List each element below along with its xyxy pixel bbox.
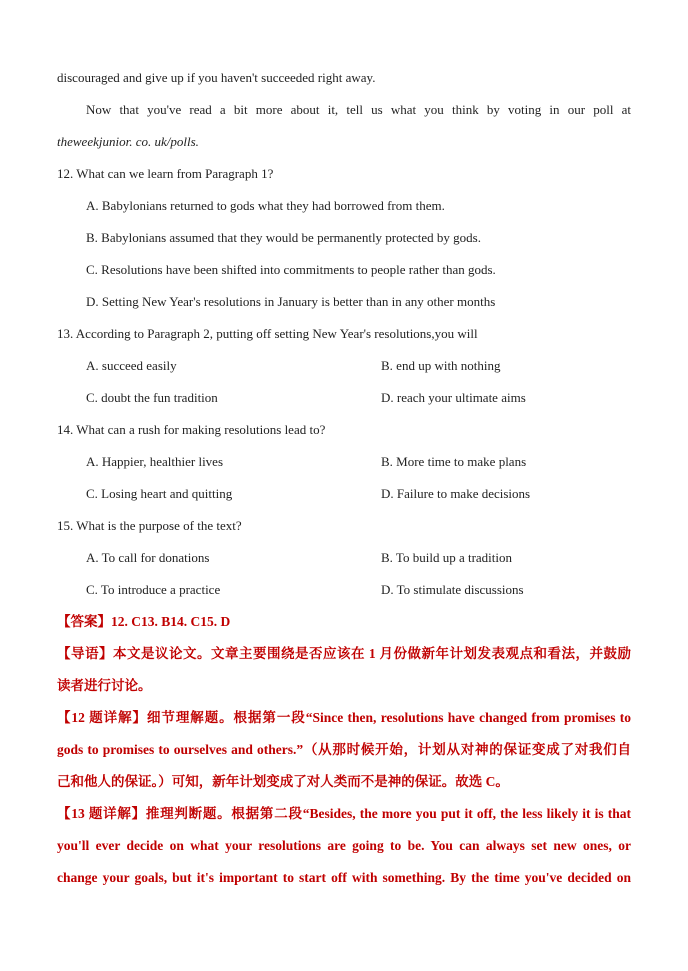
explanation-13-line: you'll ever decide on what your resolutions are going to be. You can always set new ones, or: [57, 838, 631, 853]
passage-line: Now that you've read a bit more about it, tell us what you think by voting in our poll at: [86, 102, 631, 117]
question-12-option-c: C. Resolutions have been shifted into commitments to people rather than gods.: [86, 262, 496, 277]
question-12-stem: 12. What can we learn from Paragraph 1?: [57, 166, 274, 181]
question-12-option-b: B. Babylonians assumed that they would be permanently protected by gods.: [86, 230, 481, 245]
question-15-option-c: C. To introduce a practice: [86, 582, 221, 597]
question-14-stem: 14. What can a rush for making resolutions lead to?: [57, 422, 326, 437]
question-14-option-d: D. Failure to make decisions: [381, 486, 531, 501]
question-13-option-a: A. succeed easily: [86, 358, 177, 373]
question-15-stem: 15. What is the purpose of the text?: [57, 518, 242, 533]
explanation-13-line: change your goals, but it's important to start off with something. By the time you've decided on: [57, 870, 631, 885]
question-15-option-a: A. To call for donations: [86, 550, 210, 565]
question-13-stem: 13. According to Paragraph 2, putting off setting New Year's resolutions,you will: [57, 326, 478, 341]
question-15-option-b: B. To build up a tradition: [381, 550, 513, 565]
question-12-option-d: D. Setting New Year's resolutions in January is better than in any other months: [86, 294, 496, 309]
question-15-option-d: D. To stimulate discussions: [381, 582, 524, 597]
question-13-option-b: B. end up with nothing: [381, 358, 501, 373]
passage-line: discouraged and give up if you haven't succeeded right away.: [57, 70, 376, 85]
question-14-option-c: C. Losing heart and quitting: [86, 486, 233, 501]
guide-line: 【导语】本文是议论文。文章主要围绕是否应该在 1 月份做新年计划发表观点和看法，并鼓励: [57, 646, 631, 661]
passage-link: theweekjunior. co. uk/polls.: [57, 134, 199, 149]
question-13-option-d: D. reach your ultimate aims: [381, 390, 526, 405]
explanation-12-line: 己和他人的保证。）可知，新年计划变成了对人类而不是神的保证。故选 C。: [57, 774, 509, 789]
question-12-option-a: A. Babylonians returned to gods what they had borrowed from them.: [86, 198, 445, 213]
guide-line: 读者进行讨论。: [57, 678, 152, 693]
question-14-option-b: B. More time to make plans: [381, 454, 527, 469]
explanation-12-line: 【12 题详解】细节理解题。根据第一段“Since then, resolutions have changed from promises to: [57, 710, 631, 725]
question-14-option-a: A. Happier, healthier lives: [86, 454, 224, 469]
question-13-option-c: C. doubt the fun tradition: [86, 390, 218, 405]
explanation-12-line: gods to promises to ourselves and others.”（从那时候开始，计划从对神的保证变成了对我们自: [57, 742, 631, 757]
answer-key: 【答案】12. C13. B14. C15. D: [57, 614, 231, 629]
explanation-13-line: 【13 题详解】推理判断题。根据第二段“Besides, the more you put it off, the less likely it is that: [57, 806, 631, 821]
